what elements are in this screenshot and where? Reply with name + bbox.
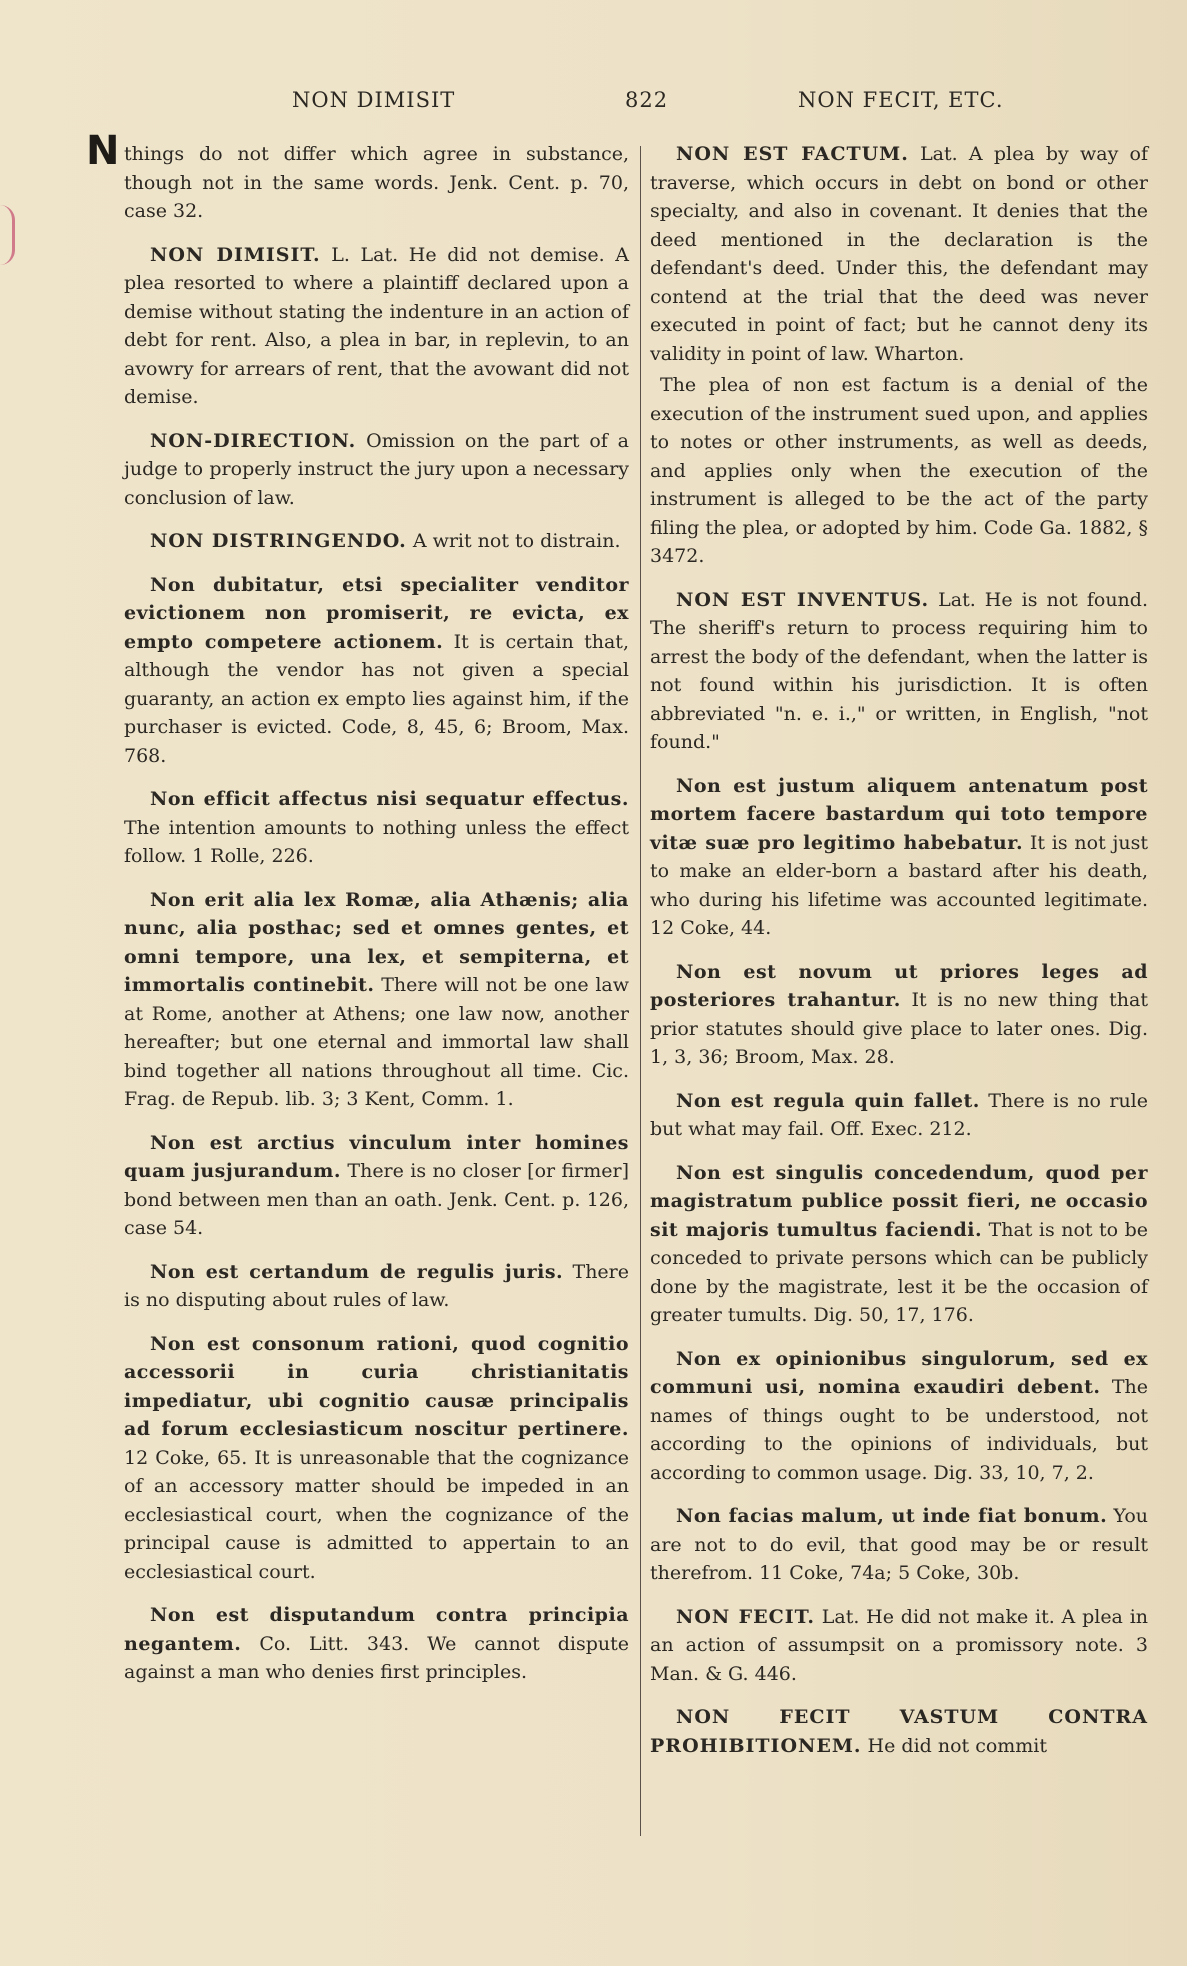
entry — [124, 1129, 629, 1243]
entry-body: The intention amounts to nothing unless the effect follow. 1 Rolle, 226. — [124, 816, 629, 867]
entry-body: It is not just to make an elder-born a bastard after his death, who during his lifetime was accounted legitimate. 12 Coke, 44. — [650, 831, 1148, 939]
entry-body: 12 Coke, 65. It is unreasonable that the cognizance of an accessory matter should be impeded in an ecclesiastical court, when the cognizance of the principal cause is admitted to appertain to an ecclesiastical court. — [124, 1446, 629, 1583]
entry-body: Omission on the part of a judge to properly instruct the jury upon a necessary conclusion of law. — [124, 429, 630, 509]
entry-headword: NON EST FACTUM. — [676, 143, 909, 165]
entry-headword: NON DIMISIT. — [150, 243, 321, 266]
entry — [124, 140, 629, 226]
entry — [650, 1703, 1148, 1760]
thumb-index-letter: N — [86, 128, 120, 174]
entry-body: Co. Litt. 343. We cannot dispute against a man who denies first principles. — [124, 1632, 629, 1683]
entry-headword: Non ex opinionibus singulorum, sed ex communi usi, nomina exaudiri debent. — [650, 1347, 1148, 1398]
margin-mark — [0, 205, 15, 265]
entry-headword: Non est consonum rationi, quod cognitio accessorii in curia christianitatis impediatur, ubi cognitio causæ principalis ad forum ecclesiasticum noscitur pertinere. — [124, 1332, 629, 1440]
entry-headword: Non est arctius vinculum inter homines quam jusjurandum. — [124, 1131, 629, 1182]
entry-body: He did not commit — [867, 1734, 1048, 1757]
entry-body: It is certain that, although the vendor has not given a special guaranty, an action ex empto lies against him, if the purchaser is evicted. Code, 8, 45, 6; Broom, Max. 768. — [124, 630, 629, 767]
entry — [124, 1258, 629, 1315]
entry-body: L. Lat. He did not demise. A plea resorted to where a plaintiff declared upon a demise without stating the indenture in an action of debt for rent. Also, a plea in bar, in replevin, to an avowry for arrears of rent, that the avowant did not demise. — [124, 243, 629, 408]
left-column — [124, 140, 629, 1702]
entry-headword: Non est regula quin fallet. — [676, 1089, 980, 1112]
entry-body: Lat. He did not make it. A plea in an action of assumpsit on a promissory note. 3 Man. & G. 446. — [650, 1605, 1149, 1685]
entry-headword: Non est disputandum contra principia negantem. — [124, 1604, 629, 1655]
entry-headword: Non erit alia lex Romæ, alia Athænis; alia nunc, alia posthac; sed et omnes gentes, et omni tempore, una lex, et sempiterna, et immortalis continebit. — [124, 888, 629, 996]
entry-body: That is not to be conceded to private persons which can be publicly done by the magistrate, lest it be the occasion of greater tumults. Dig. 50, 17, 176. — [650, 1218, 1148, 1326]
entry-body: things do not differ which agree in substance, though not in the same words. Jenk. Cent. p. 70, case 32. — [124, 143, 629, 222]
running-header — [120, 88, 1147, 118]
entry — [124, 527, 629, 556]
entry — [124, 571, 629, 771]
page-number: 822 — [625, 88, 669, 112]
entry-headword: Non est novum ut priores leges ad posteriores trahantur. — [650, 960, 1148, 1011]
column-divider — [640, 146, 641, 1836]
right-column — [650, 140, 1148, 1775]
entry — [650, 1502, 1148, 1588]
entry — [124, 427, 629, 513]
entry-headword: NON FECIT VASTUM CONTRA PROHIBITIONEM. — [650, 1706, 1148, 1757]
entry-headword: Non est singulis concedendum, quod per magistratum publice possit fieri, ne occasio sit majoris tumultus faciendi. — [650, 1161, 1148, 1241]
entry-headword: Non efficit affectus nisi sequatur effectus. — [150, 788, 629, 810]
entry-headword: NON DISTRINGENDO. — [150, 530, 407, 552]
entry-body: A writ not to distrain. — [412, 530, 621, 552]
entry-headword: Non facias malum, ut inde fiat bonum. — [676, 1505, 1108, 1527]
entry — [650, 140, 1148, 368]
entry-body: Lat. A plea by way of traverse, which occurs in debt on bond or other specialty, and also in covenant. It denies that the deed mentioned in the declaration is the defendant's deed. Under this, the defendant may contend at the trial that the deed was never executed in point of fact; but he cannot deny its validity in point of law. Wharton. — [650, 143, 1149, 365]
entry-headword: Non dubitatur, etsi specialiter venditor evictionem non promiserit, re evicta, ex empto competere actionem. — [124, 573, 629, 653]
entry — [650, 772, 1148, 943]
entry-headword: Non est certandum de regulis juris. — [150, 1260, 564, 1283]
entry-headword: NON FECIT. — [676, 1605, 815, 1628]
entry — [124, 886, 629, 1114]
entry-body: There is no rule but what may fail. Off. Exec. 212. — [650, 1089, 1148, 1140]
entry-headword: NON EST INVENTUS. — [676, 588, 930, 611]
entry — [124, 785, 629, 871]
entry-headword: Non est justum aliquem antenatum post mortem facere bastardum qui toto tempore vitæ suæ pro legitimo habebatur. — [650, 774, 1148, 854]
header-right: NON FECIT, ETC. — [798, 88, 1004, 112]
entry — [650, 1603, 1148, 1689]
entry — [124, 1601, 629, 1687]
entry — [650, 1087, 1148, 1144]
header-left: NON DIMISIT — [292, 88, 456, 112]
entry-headword: NON-DIRECTION. — [150, 429, 357, 452]
entry-body: You are not to do evil, that good may be or result therefrom. 11 Coke, 74a; 5 Coke, 30b. — [650, 1505, 1148, 1584]
entry-body: There is no disputing about rules of law. — [124, 1260, 629, 1311]
entry-body: The plea of non est factum is a denial of the execution of the instrument sued upon, and applies to notes or other instruments, as well as deeds, and applies only when the execution of the instrument is alleged to be the act of the party filing the plea, or adopted by him. Code Ga. 1882, § 3472. — [650, 374, 1148, 567]
entry — [650, 586, 1148, 757]
entry-body: The names of things ought to be understood, not according to the opinions of individuals, but according to common usage. Dig. 33, 10, 7, 2. — [650, 1376, 1148, 1484]
entry — [650, 1345, 1148, 1488]
entry — [124, 241, 629, 412]
entry — [650, 958, 1148, 1072]
entry — [124, 1330, 629, 1587]
entry-body: It is no new thing that prior statutes should give place to later ones. Dig. 1, 3, 36; Broom, Max. 28. — [650, 989, 1148, 1068]
entry-body: There is no closer [or firmer] bond between men than an oath. Jenk. Cent. p. 126, case 54. — [124, 1160, 629, 1239]
entry — [650, 1159, 1148, 1330]
entry-body: There will not be one law at Rome, another at Athens; one law now, another hereafter; but one eternal and immortal law shall bind together all nations throughout all time. Cic. Frag. de Repub. lib. 3; 3 Kent, Comm. 1. — [124, 974, 630, 1110]
entry-body: Lat. He is not found. The sheriff's return to process requiring him to arrest the body of the defendant, when the latter is not found within his jurisdiction. It is often abbreviated "n. e. i.," or written, in English, "not found." — [650, 588, 1148, 753]
entry-continuation — [650, 371, 1148, 571]
